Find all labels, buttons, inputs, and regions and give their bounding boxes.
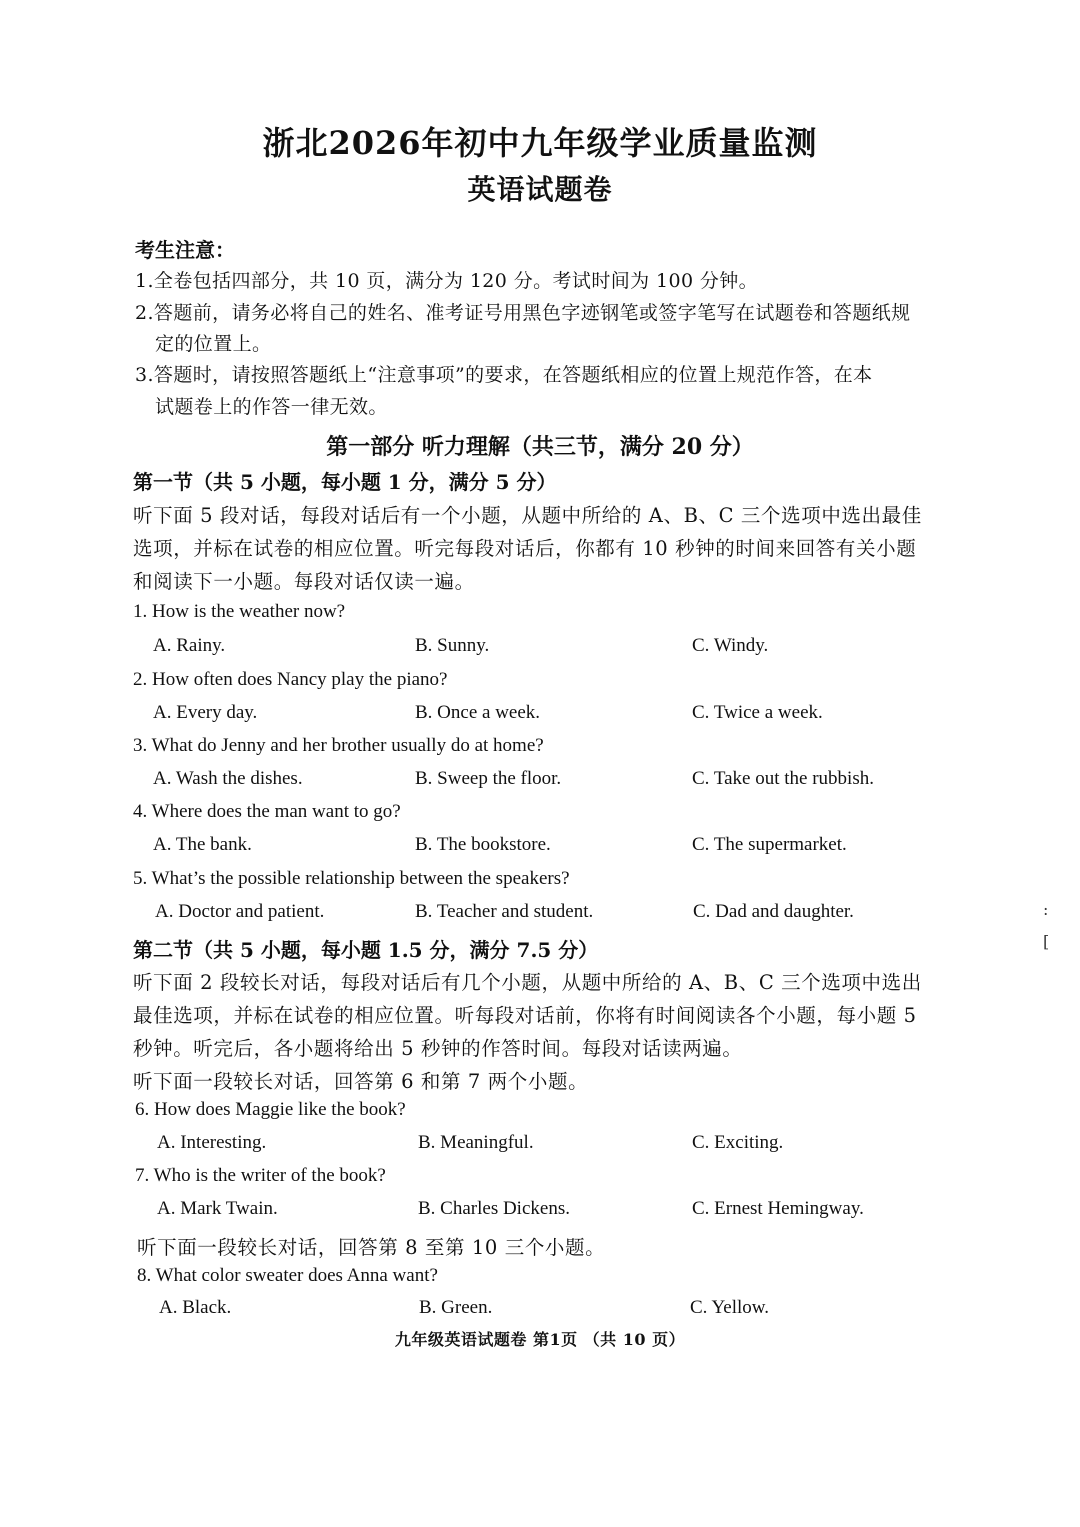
section-heading: 第二节（共 5 小题，每小题 1.5 分，满分 7.5 分） — [133, 938, 599, 962]
option-b: B. Green. — [419, 1297, 493, 1318]
note-item-continued: 试题卷上的作答一律无效。 — [155, 396, 388, 418]
option-c: C. Ernest Hemingway. — [692, 1198, 864, 1219]
dialogue-intro: 听下面一段较长对话，回答第 6 和第 7 两个小题。 — [133, 1070, 589, 1093]
option-c: C. Dad and daughter. — [693, 901, 854, 922]
option-b: B. Charles Dickens. — [418, 1198, 570, 1219]
option-c: C. Exciting. — [692, 1132, 784, 1153]
note-item: 2.答题前，请务必将自己的姓名、准考证号用黑色字迹钢笔或签字笔写在试题卷和答题纸规 — [135, 302, 911, 324]
option-c: C. Take out the rubbish. — [692, 768, 874, 789]
option-b: B. The bookstore. — [415, 834, 551, 855]
question-stem: 2. How often does Nancy play the piano? — [133, 669, 448, 690]
option-c: C. Yellow. — [690, 1297, 770, 1318]
option-b: B. Meaningful. — [418, 1132, 534, 1153]
option-b: B. Sweep the floor. — [415, 768, 562, 789]
note-item-continued: 定的位置上。 — [155, 333, 272, 355]
section-heading: 第一节（共 5 小题，每小题 1 分，满分 5 分） — [133, 470, 557, 494]
question-stem: 1. How is the weather now? — [133, 601, 346, 622]
option-a: A. Rainy. — [153, 635, 226, 656]
question-stem: 7. Who is the writer of the book? — [135, 1165, 386, 1186]
instruction-line: 听下面 2 段较长对话，每段对话后有几个小题，从题中所给的 A、B、C 三个选项中选出 — [133, 971, 922, 994]
instruction-line: 听下面 5 段对话，每段对话后有一个小题，从题中所给的 A、B、C 三个选项中选出最佳 — [133, 504, 922, 527]
exam-subtitle: 英语试题卷 — [467, 173, 613, 206]
question-stem: 6. How does Maggie like the book? — [135, 1099, 406, 1120]
notes-heading: 考生注意： — [135, 238, 235, 262]
instruction-line: 最佳选项，并标在试卷的相应位置。听每段对话前，你将有时间阅读各个小题，每小题 5 — [133, 1004, 917, 1027]
question-stem: 5. What’s the possible relationship between the speakers? — [133, 868, 570, 889]
part-heading: 第一部分 听力理解（共三节，满分 20 分） — [326, 434, 754, 460]
question-stem: 3. What do Jenny and her brother usually do at home? — [133, 735, 544, 756]
scan-margin-mark: : — [1043, 900, 1049, 919]
question-stem: 8. What color sweater does Anna want? — [137, 1265, 438, 1286]
scan-margin-mark: [ — [1043, 932, 1050, 951]
option-c: C. The supermarket. — [692, 834, 847, 855]
option-c: C. Twice a week. — [692, 702, 823, 723]
option-a: A. Mark Twain. — [157, 1198, 278, 1219]
dialogue-intro: 听下面一段较长对话，回答第 8 至第 10 三个小题。 — [137, 1236, 606, 1259]
note-item: 1.全卷包括四部分，共 10 页，满分为 120 分。考试时间为 100 分钟。 — [135, 270, 759, 292]
question-stem: 4. Where does the man want to go? — [133, 801, 401, 822]
option-b: B. Sunny. — [415, 635, 490, 656]
option-a: A. Interesting. — [157, 1132, 267, 1153]
option-a: A. The bank. — [153, 834, 252, 855]
instruction-line: 秒钟。听完后，各小题将给出 5 秒钟的作答时间。每段对话读两遍。 — [133, 1037, 743, 1060]
instruction-line: 选项，并标在试卷的相应位置。听完每段对话后，你都有 10 秒钟的时间来回答有关小题 — [133, 537, 917, 560]
instruction-line: 和阅读下一小题。每段对话仅读一遍。 — [133, 570, 475, 593]
note-item: 3.答题时，请按照答题纸上“注意事项”的要求，在答题纸相应的位置上规范作答，在本 — [135, 364, 873, 386]
option-c: C. Windy. — [692, 635, 769, 656]
option-b: B. Once a week. — [415, 702, 541, 723]
option-a: A. Doctor and patient. — [155, 901, 325, 922]
option-a: A. Every day. — [153, 702, 258, 723]
exam-title: 浙北2026年初中九年级学业质量监测 — [262, 124, 818, 162]
page-footer: 九年级英语试题卷 第1页 （共 10 页） — [394, 1330, 686, 1349]
option-a: A. Wash the dishes. — [153, 768, 303, 789]
option-a: A. Black. — [159, 1297, 232, 1318]
option-b: B. Teacher and student. — [415, 901, 594, 922]
